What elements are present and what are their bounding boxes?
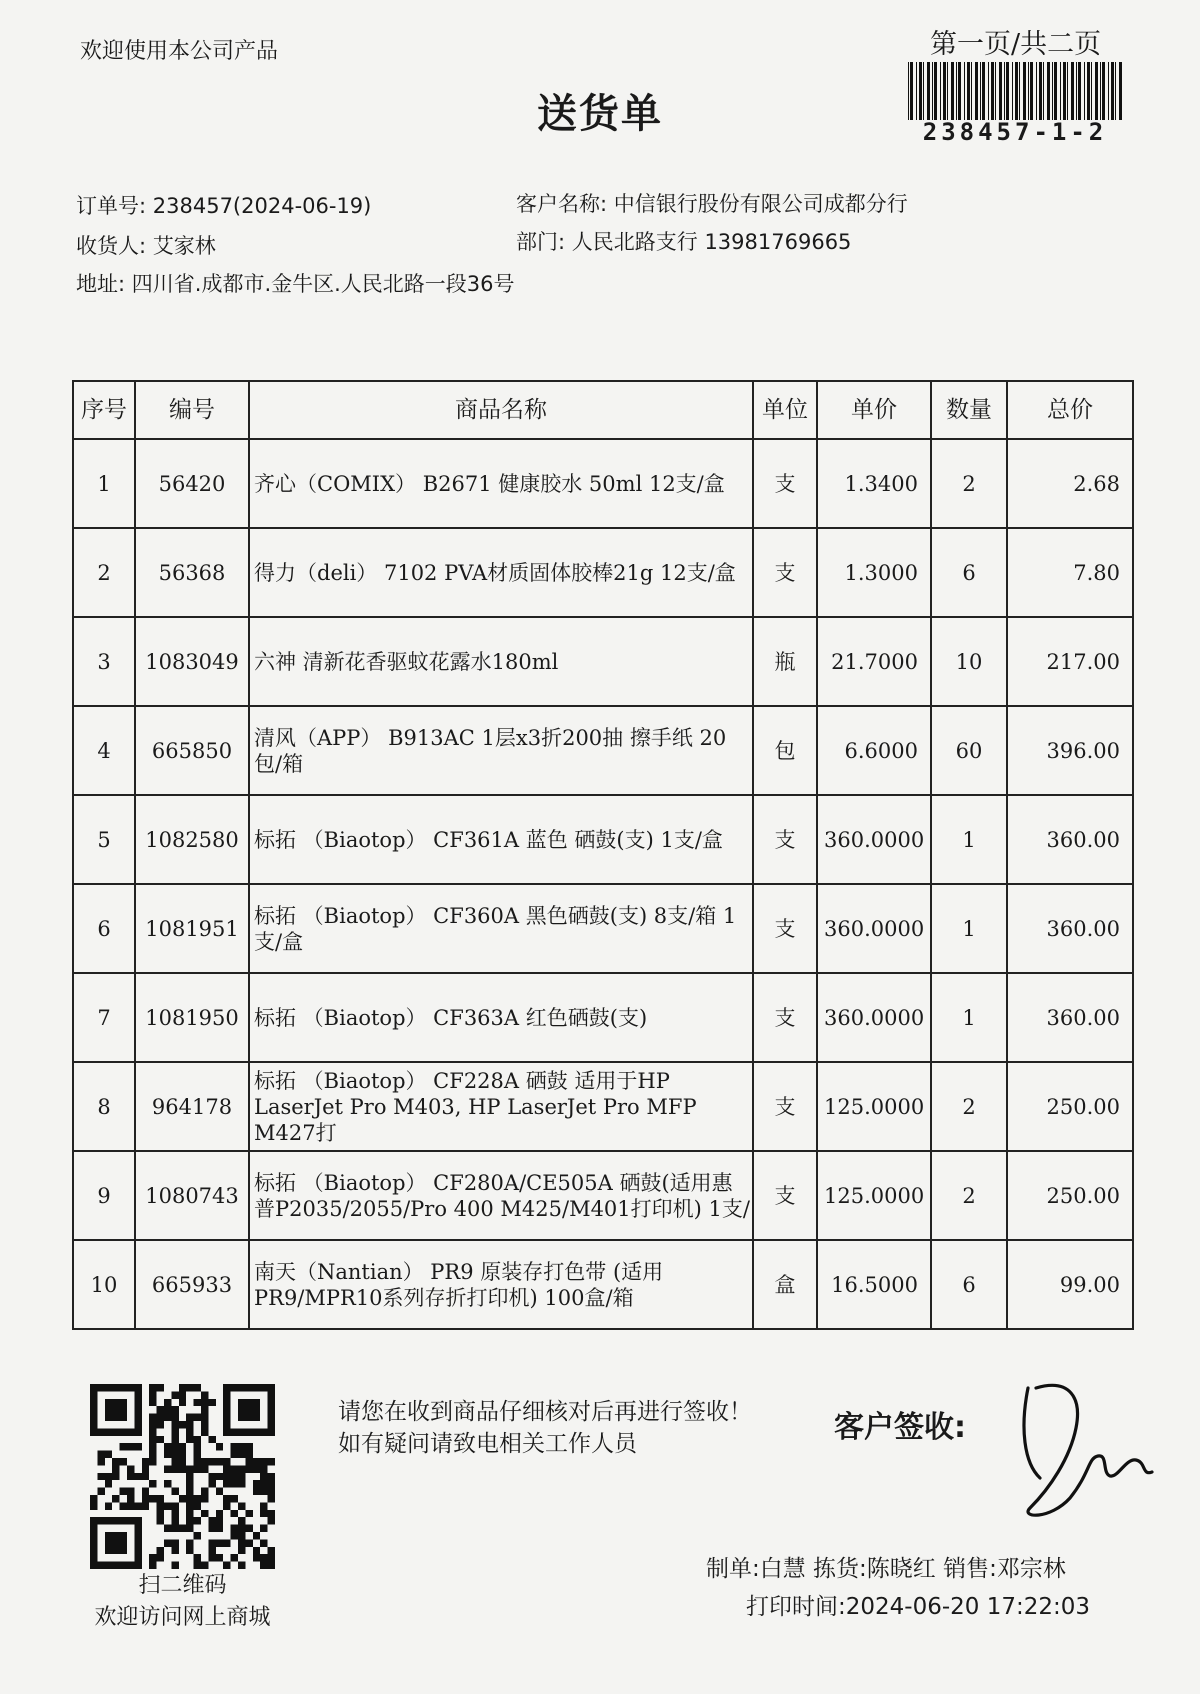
cell-qty: 6	[931, 528, 1007, 617]
table-row	[73, 1240, 1133, 1329]
qr-caption-scan: 扫二维码	[138, 1573, 227, 1598]
cell-total: 2.68	[1007, 439, 1133, 528]
cell-qty: 60	[931, 706, 1007, 795]
table-row	[73, 706, 1133, 795]
cell-qty: 10	[931, 617, 1007, 706]
cell-name: 标拓 （Biaotop） CF280A/CE505A 硒鼓(适用惠普P2035/2055/Pro 400 M425/M401打印机) 1支/	[249, 1151, 753, 1240]
cell-unit: 包	[753, 706, 817, 795]
page-info: 第一页/共二页	[930, 29, 1102, 60]
document-title: 送货单	[537, 91, 663, 137]
cell-qty: 6	[931, 1240, 1007, 1329]
cell-total: 217.00	[1007, 617, 1133, 706]
cell-unit: 盒	[753, 1240, 817, 1329]
table-header-row	[73, 381, 1133, 439]
cell-total: 360.00	[1007, 884, 1133, 973]
cell-name: 标拓 （Biaotop） CF228A 硒鼓 适用于HP LaserJet Pro M403, HP LaserJet Pro MFP M427打	[249, 1062, 753, 1151]
cell-unit: 支	[753, 1151, 817, 1240]
department	[516, 226, 851, 256]
cell-price: 360.0000	[817, 973, 931, 1062]
table-row	[73, 1151, 1133, 1240]
order-number-label: 订单号:	[76, 194, 147, 218]
cell-price: 6.6000	[817, 706, 931, 795]
cell-code: 1083049	[135, 617, 249, 706]
cell-total: 360.00	[1007, 795, 1133, 884]
table-row	[73, 528, 1133, 617]
barcode-number: 238457-1-2	[922, 118, 1108, 146]
cell-name: 清风（APP） B913AC 1层x3折200抽 擦手纸 20包/箱	[249, 706, 753, 795]
cell-price: 360.0000	[817, 884, 931, 973]
table-row	[73, 1062, 1133, 1151]
cell-name: 得力（deli） 7102 PVA材质固体胶棒21g 12支/盒	[249, 528, 753, 617]
cell-qty: 1	[931, 795, 1007, 884]
cell-price: 125.0000	[817, 1151, 931, 1240]
cell-price: 125.0000	[817, 1062, 931, 1151]
department-label: 部门:	[516, 230, 566, 254]
cell-unit: 支	[753, 884, 817, 973]
department-value: 人民北路支行 13981769665	[571, 230, 852, 254]
address-label: 地址:	[76, 272, 126, 296]
qr-code-icon	[90, 1384, 275, 1569]
barcode-icon	[906, 62, 1124, 120]
cell-unit: 支	[753, 528, 817, 617]
cell-seq: 3	[73, 617, 135, 706]
cell-seq: 6	[73, 884, 135, 973]
cell-qty: 1	[931, 973, 1007, 1062]
cell-code: 1080743	[135, 1151, 249, 1240]
cell-total: 360.00	[1007, 973, 1133, 1062]
cell-code: 1081951	[135, 884, 249, 973]
table-row	[73, 973, 1133, 1062]
receiver	[76, 230, 216, 260]
cell-qty: 2	[931, 1062, 1007, 1151]
header-seq: 序号	[73, 381, 135, 439]
cell-name: 标拓 （Biaotop） CF363A 红色硒鼓(支)	[249, 973, 753, 1062]
table-row	[73, 617, 1133, 706]
table-row	[73, 439, 1133, 528]
cell-seq: 10	[73, 1240, 135, 1329]
qr-caption-visit: 欢迎访问网上商城	[94, 1605, 271, 1630]
cell-total: 396.00	[1007, 706, 1133, 795]
table-row	[73, 884, 1133, 973]
header-qty: 数量	[931, 381, 1007, 439]
cell-total: 250.00	[1007, 1062, 1133, 1151]
cell-code: 56368	[135, 528, 249, 617]
address-value: 四川省.成都市.金牛区.人民北路一段36号	[131, 272, 515, 296]
receiver-value: 艾家林	[152, 234, 216, 258]
customer-label: 客户名称:	[516, 192, 608, 216]
header-price: 单价	[817, 381, 931, 439]
address	[76, 268, 515, 298]
cell-name: 齐心（COMIX） B2671 健康胶水 50ml 12支/盒	[249, 439, 753, 528]
cell-code: 1081950	[135, 973, 249, 1062]
cell-code: 665933	[135, 1240, 249, 1329]
cell-name: 南天（Nantian） PR9 原装存打色带 (适用PR9/MPR10系列存折打印机) 100盒/箱	[249, 1240, 753, 1329]
cell-seq: 7	[73, 973, 135, 1062]
notice-text: 请您在收到商品仔细核对后再进行签收！如有疑问请致电相关工作人员	[338, 1399, 752, 1457]
cell-unit: 支	[753, 973, 817, 1062]
cell-price: 1.3000	[817, 528, 931, 617]
cell-code: 1082580	[135, 795, 249, 884]
cell-code: 665850	[135, 706, 249, 795]
cell-total: 99.00	[1007, 1240, 1133, 1329]
print-time: 打印时间:2024-06-20 17:22:03	[746, 1594, 1091, 1620]
header-name: 商品名称	[249, 381, 753, 439]
cell-code: 964178	[135, 1062, 249, 1151]
table-body	[73, 439, 1133, 1329]
cell-seq: 5	[73, 795, 135, 884]
items-table	[72, 380, 1134, 1330]
cell-total: 250.00	[1007, 1151, 1133, 1240]
order-number	[76, 190, 371, 220]
cell-code: 56420	[135, 439, 249, 528]
cell-seq: 2	[73, 528, 135, 617]
table-row	[73, 795, 1133, 884]
cell-price: 21.7000	[817, 617, 931, 706]
signature-icon	[1010, 1368, 1160, 1528]
cell-name: 标拓 （Biaotop） CF361A 蓝色 硒鼓(支) 1支/盒	[249, 795, 753, 884]
staff-info: 制单:白慧 拣货:陈晓红 销售:邓宗林	[706, 1556, 1066, 1582]
cell-seq: 4	[73, 706, 135, 795]
cell-unit: 支	[753, 795, 817, 884]
cell-qty: 2	[931, 1151, 1007, 1240]
cell-seq: 9	[73, 1151, 135, 1240]
welcome-text: 欢迎使用本公司产品	[80, 39, 279, 64]
cell-price: 16.5000	[817, 1240, 931, 1329]
customer-value: 中信银行股份有限公司成都分行	[613, 192, 908, 216]
cell-seq: 8	[73, 1062, 135, 1151]
header-total: 总价	[1007, 381, 1133, 439]
header-code: 编号	[135, 381, 249, 439]
cell-price: 1.3400	[817, 439, 931, 528]
cell-unit: 支	[753, 1062, 817, 1151]
cell-name: 六神 清新花香驱蚊花露水180ml	[249, 617, 753, 706]
cell-seq: 1	[73, 439, 135, 528]
cell-unit: 支	[753, 439, 817, 528]
cell-total: 7.80	[1007, 528, 1133, 617]
cell-unit: 瓶	[753, 617, 817, 706]
cell-name: 标拓 （Biaotop） CF360A 黑色硒鼓(支) 8支/箱 1支/盒	[249, 884, 753, 973]
receiver-label: 收货人:	[76, 234, 147, 258]
cell-qty: 2	[931, 439, 1007, 528]
header-unit: 单位	[753, 381, 817, 439]
order-number-value: 238457(2024-06-19)	[152, 194, 372, 218]
customer-name	[516, 188, 908, 218]
customer-sign-label: 客户签收:	[834, 1410, 966, 1445]
cell-price: 360.0000	[817, 795, 931, 884]
cell-qty: 1	[931, 884, 1007, 973]
